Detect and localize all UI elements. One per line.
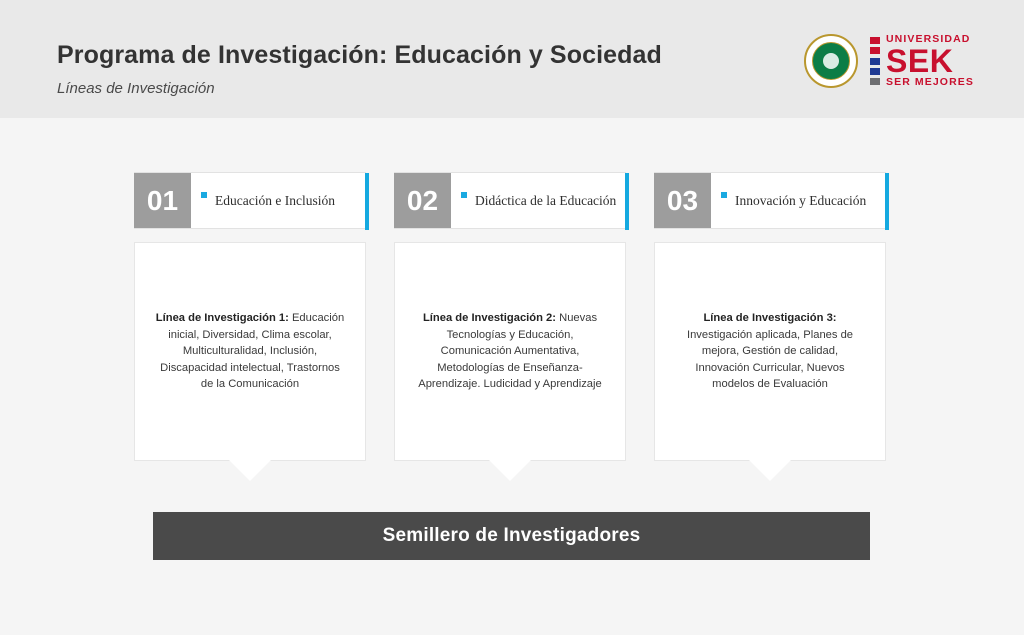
sek-logo xyxy=(870,33,982,89)
column-label-3: Línea de Investigación 3: xyxy=(703,312,837,325)
column-accent-bar-3 xyxy=(885,173,889,230)
sek-logo-bottom-label: SER MEJORES xyxy=(886,76,974,88)
column-card-2 xyxy=(394,242,626,461)
column-title-wrap-1 xyxy=(191,173,365,228)
logo-area xyxy=(804,33,982,89)
column-pointer-1 xyxy=(229,460,271,481)
column-number-3: 03 xyxy=(654,173,711,228)
column-text-2 xyxy=(395,310,625,393)
university-crest-icon xyxy=(804,34,858,88)
column-pointer-2 xyxy=(489,460,531,481)
page-subtitle: Líneas de Investigación xyxy=(57,80,215,97)
sek-logo-top-label: UNIVERSIDAD xyxy=(886,33,971,45)
column-body-2: Nuevas Tecnologías y Educación, Comunicación Aumentativa, Metodologías de Enseñanza-Aprendizaje. Ludicidad y Aprendizaje xyxy=(418,312,602,391)
column-card-3 xyxy=(654,242,886,461)
column-header-2 xyxy=(394,172,626,229)
column-label-1: Línea de Investigación 1: xyxy=(155,312,289,325)
footer-label: Semillero de Investigadores xyxy=(382,525,641,546)
column-title-2: Didáctica de la Educación xyxy=(475,192,617,208)
page-title: Programa de Investigación: Educación y Sociedad xyxy=(57,41,662,69)
column-header-1 xyxy=(134,172,366,229)
column-accent-bar-2 xyxy=(625,173,629,230)
column-card-1 xyxy=(134,242,366,461)
sek-logo-main-label: SEK xyxy=(886,43,954,79)
column-text-3 xyxy=(655,310,885,393)
slide-header xyxy=(0,0,1024,118)
research-lines-columns xyxy=(134,172,896,461)
research-line-column-1 xyxy=(134,172,366,461)
column-title-3: Innovación y Educación xyxy=(735,192,867,208)
column-text-1 xyxy=(135,310,365,393)
column-body-3: Investigación aplicada, Planes de mejora, Gestión de calidad, Innovación Curricular, Nuevos modelos de Evaluación xyxy=(686,328,854,391)
column-title-1: Educación e Inclusión xyxy=(215,192,335,208)
square-bullet-icon xyxy=(461,192,467,198)
column-number-2: 02 xyxy=(394,173,451,228)
column-number-1: 01 xyxy=(134,173,191,228)
column-body-1: Educación inicial, Diversidad, Clima escolar, Multiculturalidad, Inclusión, Discapacidad intelectual, Trastornos de la Comunicación xyxy=(160,312,345,391)
research-line-column-2 xyxy=(394,172,626,461)
footer-banner xyxy=(153,512,870,560)
square-bullet-icon xyxy=(201,192,207,198)
square-bullet-icon xyxy=(721,192,727,198)
column-label-2: Línea de Investigación 2: xyxy=(422,312,556,325)
column-accent-bar-1 xyxy=(365,173,369,230)
sek-color-bars-icon xyxy=(870,37,880,85)
column-title-wrap-2 xyxy=(451,173,625,228)
column-pointer-3 xyxy=(749,460,791,481)
column-header-3 xyxy=(654,172,886,229)
column-title-wrap-3 xyxy=(711,173,885,228)
research-line-column-3 xyxy=(654,172,886,461)
sek-logo-text xyxy=(886,33,982,89)
